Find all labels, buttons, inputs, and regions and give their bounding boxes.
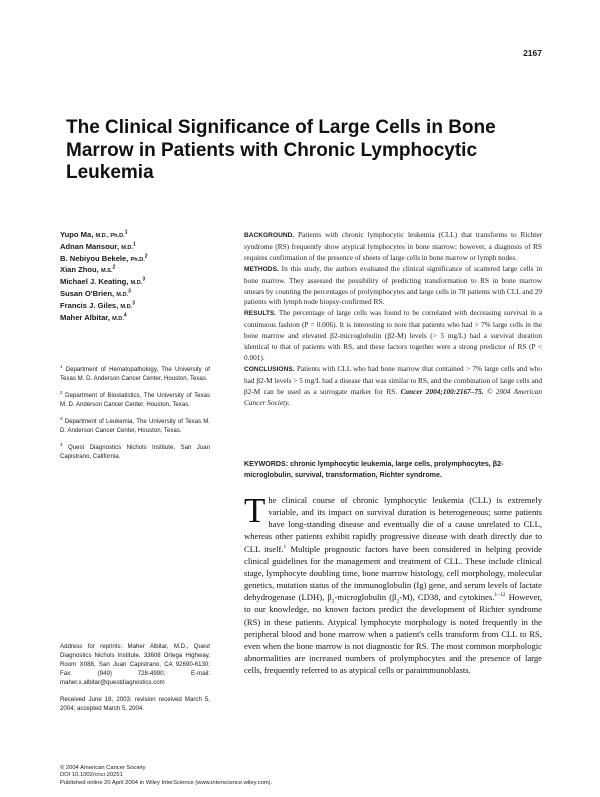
abstract-methods: METHODS. In this study, the authors evaluated the clinical significance of scattered large cells in bone marrow. They assessed the possibility of predicting transformation to RS in bone marrow smears by counting the percentages of prolymphocytes and large cells in 78 patients with CLL and 29 patients with lymph node biopsy-confirmed RS. xyxy=(244,263,542,307)
page-footer xyxy=(60,765,460,787)
abstract-copyright: © 2004 American Cancer Society. xyxy=(244,386,543,407)
footer-copyright: © 2004 American Cancer Society xyxy=(60,765,146,771)
citation: Cancer 2004;100:2167–75. xyxy=(400,386,484,396)
affiliation: $^3$ Department of Leukemia, The University of Texas M. D. Anderson Cancer Center, Houston, Texas. xyxy=(60,415,210,434)
affiliations xyxy=(60,365,210,469)
author: Maher Albitar, M.D.$^4$ xyxy=(60,312,127,322)
abstract xyxy=(244,230,542,409)
reference-marker: 1 xyxy=(283,543,287,550)
received-dates: Received June 18, 2003; revision received March 5, 2004; accepted March 5, 2004. xyxy=(60,696,210,712)
article-title: The Clinical Significance of Large Cells in Bone Marrow in Patients with Chronic Lymphocytic Leukemia xyxy=(66,117,496,183)
affiliation: $^4$ Quest Diagnostics Nichols Institute, San Juan Capistrano, California. xyxy=(60,441,210,460)
correspondence-note xyxy=(60,642,210,721)
author-list xyxy=(60,230,210,324)
author: B. Nebiyou Bekele, Ph.D.$^2$ xyxy=(60,253,148,263)
abstract-background: BACKGROUND. Patients with chronic lymphocytic leukemia (CLL) that transforms to Richter syndrome (RS) frequently show atypical lymphocytes in bone marrow; however, a diagnosis of RS requires confirmation of the presence of sheets of large cells in bone marrow or lymph nodes. xyxy=(244,230,542,262)
page-number: 2167 xyxy=(523,48,542,58)
author: Xian Zhou, M.S.$^2$ xyxy=(60,264,116,275)
author: Susan O'Brien, M.D.$^3$ xyxy=(60,288,131,298)
footer-doi: DOI 10.1002/cncr.20251 xyxy=(60,772,123,779)
abstract-results: RESULTS. The percentage of large cells was found to be correlated with decreasing survival in a continuous fashion (P = 0.006). It is interesting to note that patients who had > 7% large cells in the bone marrow and elevated β2-microglobulin (β2-M) levels (> 5 mg/L) had a survival duration identical to that of patients with RS, and these factors together were a strong predictor of RS (P < 0.001). xyxy=(244,308,542,362)
author: Adnan Mansour, M.D.$^1$ xyxy=(60,241,136,251)
intro-paragraph: The clinical course of chronic lymphocytic leukemia (CLL) is extremely variable, and its impact on survival duration is heterogeneous; some patients have long-standing disease and eventually die of a cause unrelated to CLL, whereas other patients exhibit rapidly progressive disease with death directly due to CLL itself.$^1$ Multiple prognostic factors have been considered in helping provide clinical guidelines for the management and treatment of CLL. These include clinical stage, lymphocyte doubling time, bone marrow histology, cell morphology, molecular genetics, mutation status of the immunoglobulin (Ig) gene, and serum levels of lactate dehydrogenase (LDH), $\beta_2$-microglobulin $(\beta_2-M)$, CD38, and cytokines.$^{1-12}$ However, to our knowledge, no known factors predict the development of Richter syndrome (RS) in these patients. Atypical lymphocyte morphology is noted frequently in the peripheral blood and bone marrow when a patient's cells transform from CLL to RS, even when the bone marrow is not diagnostic for RS. The most common morphologic abnormalities are increased numbers of prolymphocytes and the presence of large cells, frequently referred to as atypical cells or paraimmunoblasts. xyxy=(244,491,543,676)
abstract-conclusions: CONCLUSIONS. Patients with CLL who had bone marrow that contained > 7% large cells and who had β2-M levels > 5 mg/L had a disease that was similar to RS, and the combination of large cells and β2-M can be used as a surrogate marker for RS. Cancer 2004;100:2167–75. © 2004 American Cancer Society. xyxy=(244,363,543,407)
drop-cap: T xyxy=(244,491,266,530)
author: Michael J. Keating, M.D.$^3$ xyxy=(60,276,146,287)
author: Yupo Ma, M.D., Ph.D.$^1$ xyxy=(60,229,128,239)
keywords: KEYWORDS: chronic lymphocytic leukemia, large cells, prolymphocytes, β2-microglobulin, survival, transformation, Richter syndrome. xyxy=(244,460,504,479)
affiliation: $^1$ Department of Hematopathology, The University of Texas M. D. Anderson Cancer Center, Houston, Texas. xyxy=(60,363,210,382)
author: Francis J. Giles, M.D.$^3$ xyxy=(60,300,135,310)
affiliation: $^2$ Department of Biostatistics, The University of Texas M. D. Anderson Cancer Center, Houston, Texas. xyxy=(60,389,210,408)
reprint-address: Address for reprints: Maher Albitar, M.D., Quest Diagnostics Nichols Institute, 33608 Ortega Highway, Room X088, San Juan Capistrano, CA 92690-6130; Fax: (949) 728-4990; E-mail: maher.x.albitar@questdiagnostics.com xyxy=(60,643,210,686)
body-text xyxy=(244,491,543,676)
reference-marker: 1–12 xyxy=(494,592,506,599)
footer-published: Published online 20 April 2004 in Wiley InterScience (www.interscience.wiley.com). xyxy=(60,779,273,786)
